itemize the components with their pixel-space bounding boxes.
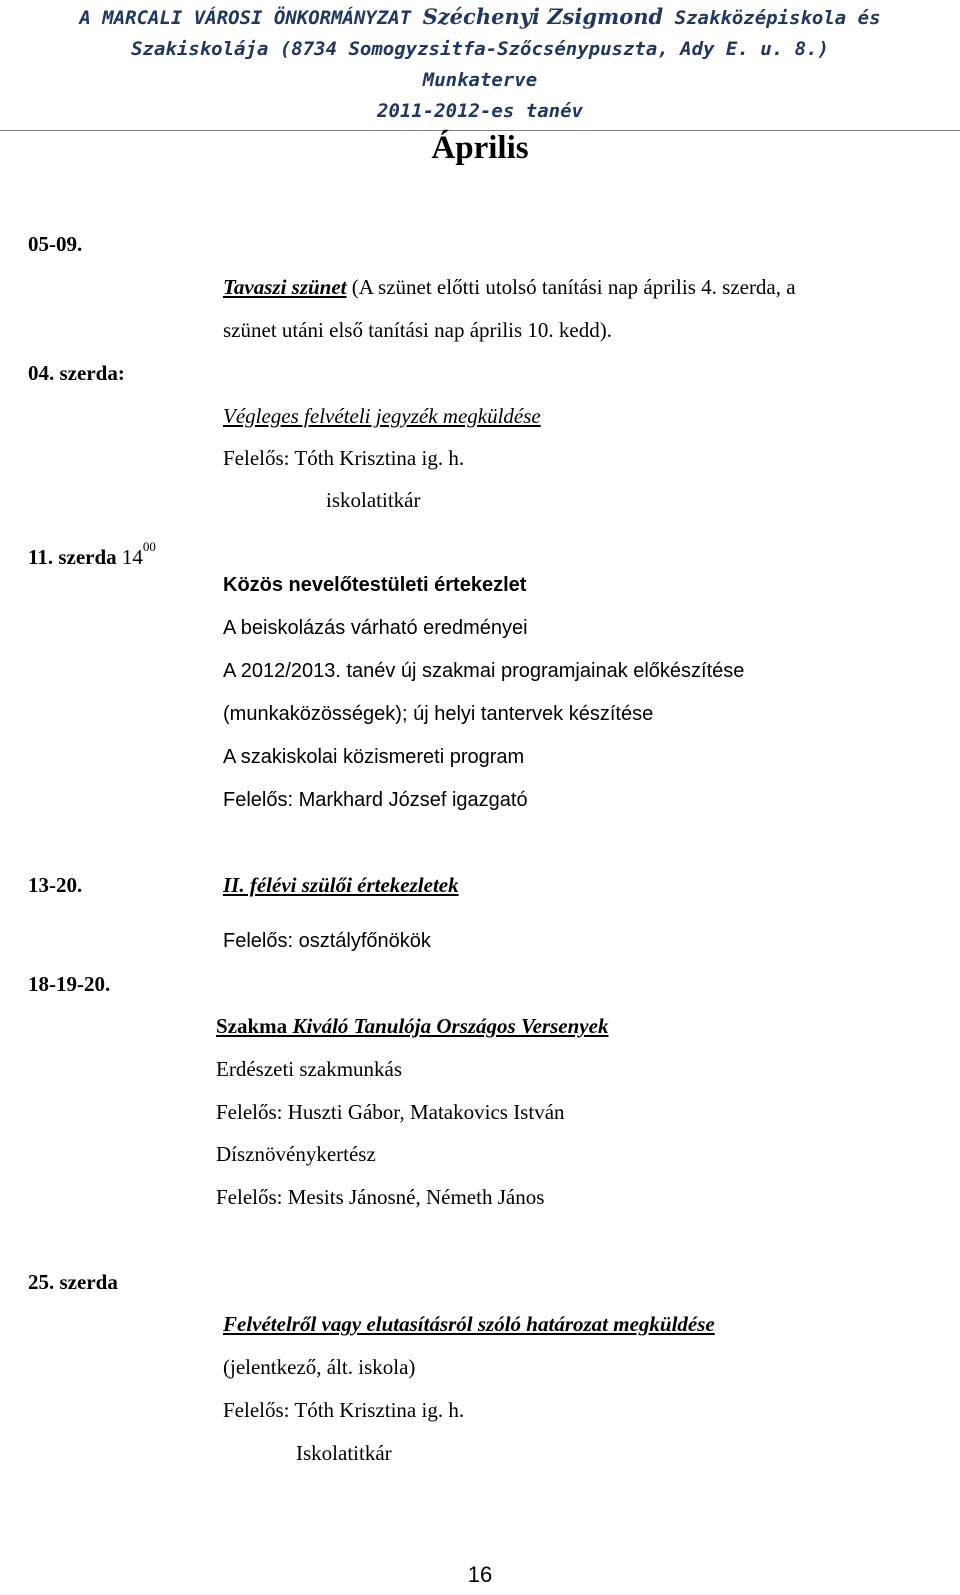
entry-detail: Erdészeti szakmunkás bbox=[216, 1057, 403, 1081]
entry-detail: A szakiskolai közismereti program bbox=[223, 746, 525, 768]
entry-responsible: Felelős: Huszti Gábor, Matakovics István bbox=[216, 1100, 565, 1124]
entry-title-part: Kiváló Tanulója Országos Versenyek bbox=[292, 1014, 609, 1038]
entry-date bbox=[28, 539, 156, 570]
entry-detail: (jelentkező, ált. iskola) bbox=[223, 1355, 416, 1379]
entry-text bbox=[223, 275, 796, 300]
header-line-2: Szakiskolája (8734 Somogyzsitfa-Szőcsénypuszta, Ady E. u. 8.) bbox=[131, 38, 829, 60]
entry-title: II. félévi szülői értekezletek bbox=[223, 873, 459, 897]
entry-date: 25. szerda bbox=[28, 1270, 118, 1294]
entry-detail: szünet utáni első tanítási nap április 10. kedd). bbox=[223, 318, 612, 342]
entry-responsible: Felelős: Tóth Krisztina ig. h. bbox=[223, 1398, 465, 1422]
header-school-type: Szakközépiskola és bbox=[663, 7, 881, 29]
entry-detail: A 2012/2013. tanév új szakmai programjainak előkészítése bbox=[223, 660, 745, 682]
entry-detail: A beiskolázás várható eredményei bbox=[223, 617, 528, 639]
entry-detail: Dísznövénykertész bbox=[216, 1142, 376, 1166]
header-school-name: Széchenyi Zsigmond bbox=[422, 4, 664, 29]
entry-responsible: Felelős: osztályfőnökök bbox=[223, 930, 431, 952]
entry-date: 04. szerda: bbox=[28, 361, 125, 385]
entry-time: 14 bbox=[116, 545, 143, 569]
entry-responsible: Felelős: Tóth Krisztina ig. h. bbox=[223, 446, 465, 470]
header-line-1 bbox=[0, 4, 960, 29]
header-line-3: Munkaterve bbox=[422, 69, 538, 91]
entry-title: Tavaszi szünet bbox=[223, 275, 347, 299]
entry-responsible: Iskolatitkár bbox=[296, 1441, 392, 1465]
month-title: Április bbox=[431, 130, 529, 166]
entry-responsible: iskolatitkár bbox=[326, 488, 421, 512]
entry-responsible: Felelős: Markhard József igazgató bbox=[223, 789, 528, 811]
page-number: 16 bbox=[467, 1562, 493, 1587]
entry-title bbox=[216, 1014, 608, 1039]
entry-title-part: Szakma bbox=[216, 1014, 293, 1038]
entry-title: Végleges felvételi jegyzék megküldése bbox=[223, 404, 541, 428]
entry-date: 05-09. bbox=[28, 232, 83, 256]
entry-detail: (A szünet előtti utolsó tanítási nap április 4. szerda, a bbox=[346, 275, 796, 299]
entry-date-day: 11. szerda bbox=[28, 545, 117, 569]
entry-detail: (munkaközösségek); új helyi tantervek készítése bbox=[223, 703, 654, 725]
entry-title: Felvételről vagy elutasításról szóló határozat megküldése bbox=[223, 1312, 715, 1336]
header-line-4: 2011-2012-es tanév bbox=[377, 100, 583, 122]
entry-time-minutes: 00 bbox=[142, 539, 156, 554]
header-institution: A MARCALI VÁROSI ÖNKORMÁNYZAT bbox=[79, 7, 423, 29]
entry-responsible: Felelős: Mesits Jánosné, Németh János bbox=[216, 1185, 545, 1209]
entry-date: 18-19-20. bbox=[28, 972, 111, 996]
entry-date: 13-20. bbox=[28, 873, 83, 897]
entry-title: Közös nevelőtestületi értekezlet bbox=[223, 574, 527, 596]
